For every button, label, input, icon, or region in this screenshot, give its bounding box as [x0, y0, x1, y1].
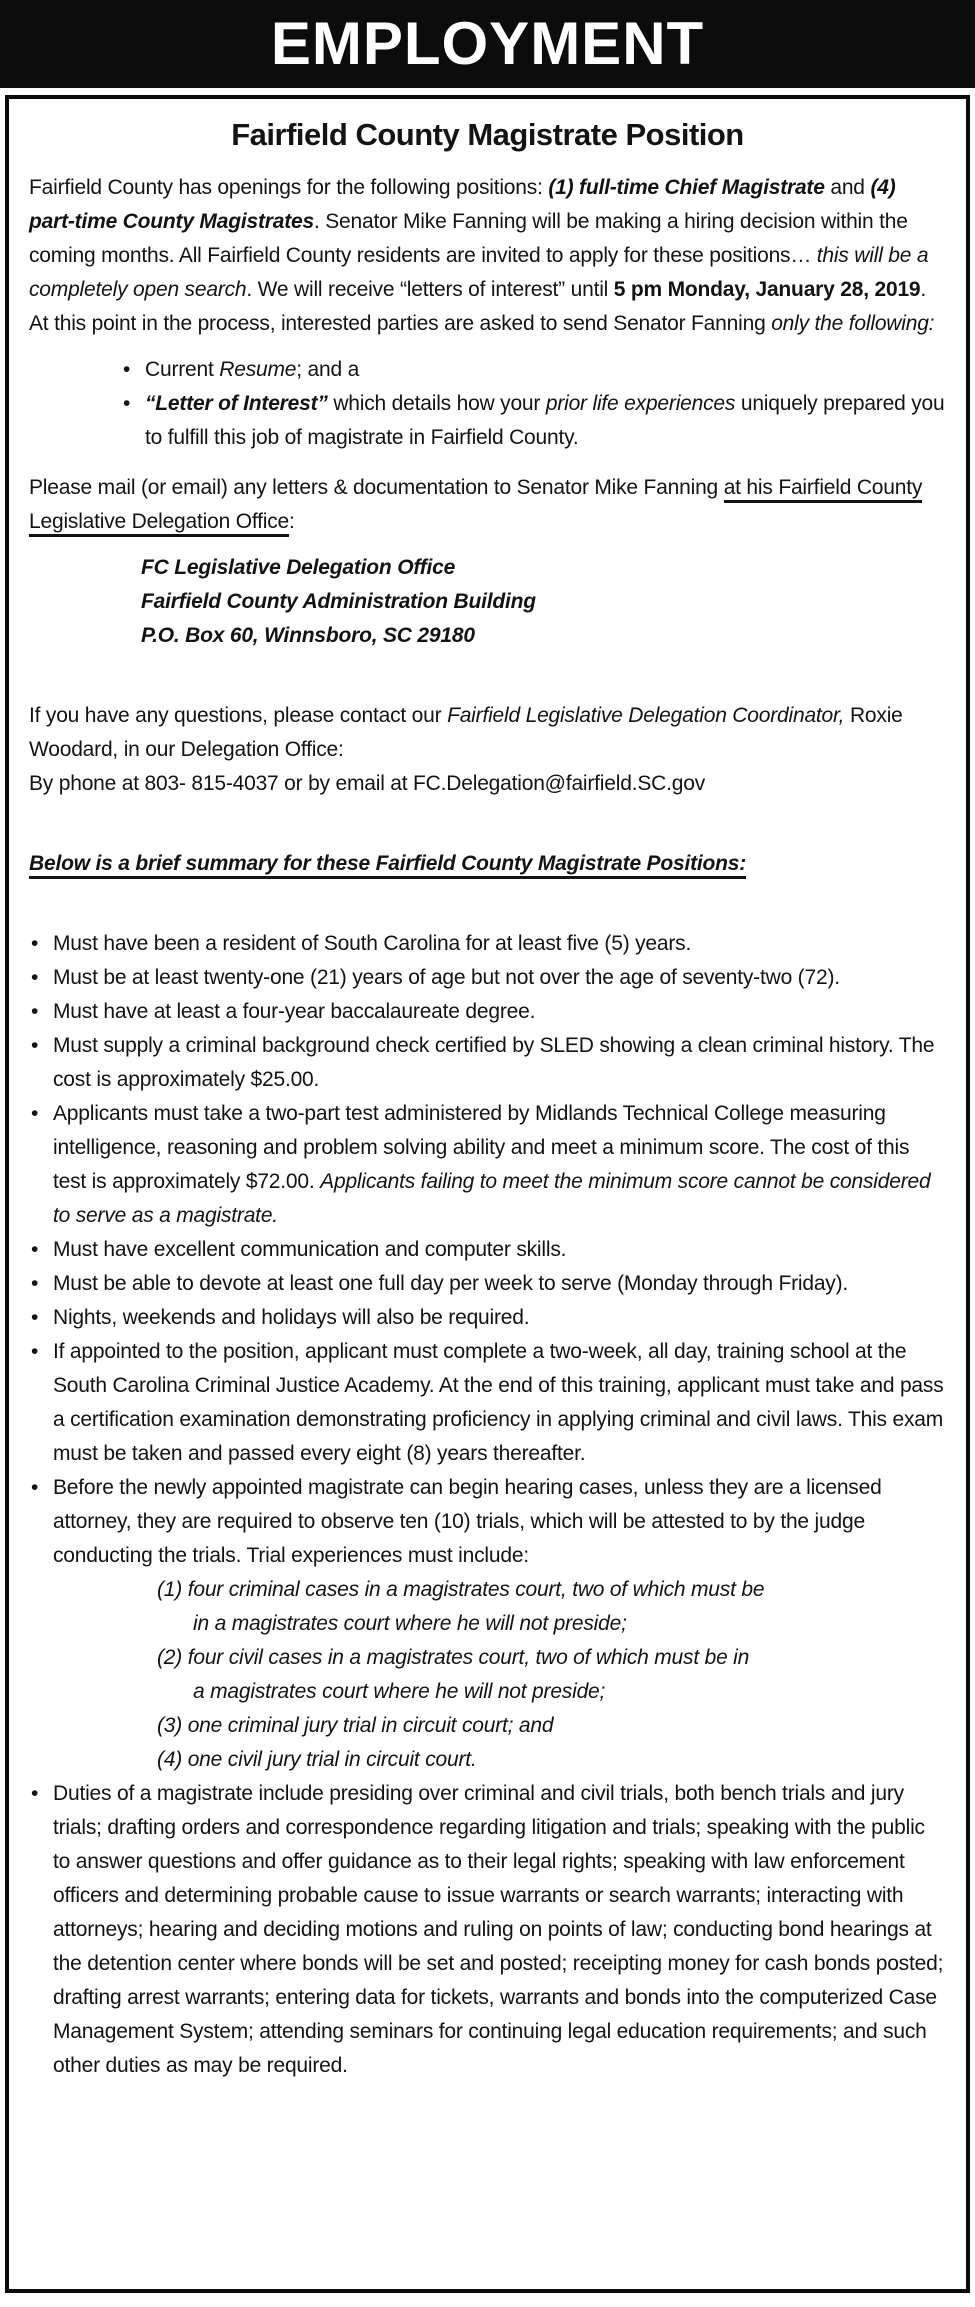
- documents-list: [121, 353, 946, 455]
- text-segment: Resume: [219, 358, 297, 381]
- text-segment: (4) part-time County Magistrates: [29, 176, 896, 233]
- text-segment: By phone at 803- 815-4037 or by email at FC.Delegation@fairfield.SC.gov: [29, 772, 706, 795]
- document-item: [121, 353, 946, 387]
- text-segment: ; and a: [296, 358, 360, 381]
- text-segment: . At this point in the process, interested parties are asked to send Senator Fanning: [29, 278, 927, 335]
- requirement-item: [29, 1777, 946, 2083]
- text-segment: Applicants must take a two-part test administered by Midlands Technical College measuring intelligence, reasoning and problem solving ability and meet a minimum score. The cost of this test is approximately $72.00.: [53, 1102, 910, 1193]
- requirement-item: [29, 1233, 946, 1267]
- text-segment: and: [824, 176, 871, 199]
- text-segment: Must be at least twenty-one (21) years of age but not over the age of seventy-two (72).: [53, 966, 840, 989]
- text-segment: If you have any questions, please contact our: [29, 704, 448, 727]
- text-segment: Applicants failing to meet the minimum score cannot be considered to serve as a magistrate.: [53, 1170, 931, 1227]
- trial-experience-item: (4) one civil jury trial in circuit court.: [157, 1748, 477, 1771]
- trial-experience-item: (3) one criminal jury trial in circuit court; and: [157, 1714, 554, 1737]
- text-segment: only the following:: [771, 312, 935, 335]
- text-segment: prior life experiences: [545, 392, 736, 415]
- text-segment: (1) full-time Chief Magistrate: [548, 176, 825, 199]
- text-segment: Below is a brief summary for these Fairfield County Magistrate Positions:: [29, 852, 746, 879]
- text-segment: Must supply a criminal background check certified by SLED showing a clean criminal history. The cost is approximately $25.00.: [53, 1034, 935, 1091]
- text-segment: Must be able to devote at least one full day per week to serve (Monday through Friday).: [53, 1272, 849, 1295]
- employment-banner: [0, 0, 975, 88]
- text-segment: 5 pm Monday, January 28, 2019: [613, 278, 921, 301]
- text-segment: Fairfield County has openings for the following positions:: [29, 176, 549, 199]
- text-segment: Roxie Woodard, in our Delegation Office:: [29, 704, 903, 761]
- address-line: FC Legislative Delegation Office: [141, 556, 456, 579]
- text-segment: Must have at least a four-year baccalaureate degree.: [53, 1000, 536, 1023]
- text-segment: which details how your: [327, 392, 546, 415]
- requirement-item: [29, 961, 946, 995]
- requirement-item: [29, 995, 946, 1029]
- text-segment: Fairfield Legislative Delegation Coordinator,: [447, 704, 845, 727]
- text-segment: uniquely prepared you to fulfill this job of magistrate in Fairfield County.: [145, 392, 945, 449]
- text-segment: at his Fairfield County Legislative Delegation Office: [29, 476, 922, 537]
- text-segment: . We will receive “letters of interest” until: [246, 278, 614, 301]
- ad-box: [5, 95, 970, 2293]
- text-segment: If appointed to the position, applicant must complete a two-week, all day, training school at the South Carolina Criminal Justice Academy. At the end of this training, applicant must take and pass a certification examination demonstrating proficiency in applying criminal and civil laws. This exam must be taken and passed every eight (8) years thereafter.: [53, 1340, 944, 1465]
- mailing-address: [141, 551, 946, 653]
- text-segment: this will be a completely open search: [29, 244, 929, 301]
- text-segment: . Senator Mike Fanning will be making a hiring decision within the coming months. All Fairfield County residents are invited to apply for these positions…: [29, 210, 908, 267]
- requirement-item: [29, 1267, 946, 1301]
- ad-body: [29, 171, 946, 2083]
- requirement-item: [29, 1335, 946, 1471]
- text-segment: Must have been a resident of South Carolina for at least five (5) years.: [53, 932, 692, 955]
- text-segment: Please mail (or email) any letters & documentation to Senator Mike Fanning: [29, 476, 724, 499]
- requirement-item: [29, 927, 946, 961]
- text-segment: Current: [145, 358, 220, 381]
- text-segment: Must have excellent communication and computer skills.: [53, 1238, 567, 1261]
- trial-experience-item: (2) four civil cases in a magistrates court, two of which must be in: [157, 1646, 750, 1669]
- trial-experience-item: a magistrates court where he will not preside;: [193, 1680, 606, 1703]
- requirement-item: [29, 1029, 946, 1097]
- trial-experiences-sublist: [53, 1573, 946, 1777]
- address-line: Fairfield County Administration Building: [141, 590, 536, 613]
- text-segment: :: [288, 510, 295, 533]
- requirement-item: [29, 1097, 946, 1233]
- trial-experience-item: in a magistrates court where he will not preside;: [193, 1612, 627, 1635]
- mailing-instructions: [29, 471, 946, 539]
- summary-heading: [29, 847, 946, 881]
- requirement-item: [29, 1471, 946, 1777]
- trial-experience-item: (1) four criminal cases in a magistrates court, two of which must be: [157, 1578, 765, 1601]
- text-segment: “Letter of Interest”: [145, 392, 328, 415]
- requirements-list: [29, 927, 946, 2083]
- text-segment: Nights, weekends and holidays will also be required.: [53, 1306, 530, 1329]
- address-line: P.O. Box 60, Winnsboro, SC 29180: [141, 624, 475, 647]
- document-item: [121, 387, 946, 455]
- questions-paragraph: [29, 699, 946, 767]
- text-segment: Before the newly appointed magistrate can begin hearing cases, unless they are a licensed attorney, they are required to observe ten (10) trials, which will be attested to by the judge conducting the trials. Trial experiences must include:: [53, 1476, 882, 1567]
- ad-title: Fairfield County Magistrate Position: [231, 117, 744, 152]
- requirement-item: [29, 1301, 946, 1335]
- text-segment: Duties of a magistrate include presiding over criminal and civil trials, both bench trials and jury trials; drafting orders and correspondence regarding litigation and trials; speaking with the public to answer questions and offer guidance as to their legal rights; speaking with law enforcement officers and determining probable cause to issue warrants or search warrants; interacting with attorneys; hearing and deciding motions and ruling on points of law; conducting bond hearings at the detention center where bonds will be set and posted; receipting money for cash bonds posted; drafting arrest warrants; entering data for tickets, warrants and bonds into the computerized Case Management System; attending seminars for continuing legal education requirements; and such other duties as may be required.: [53, 1782, 944, 2077]
- intro-paragraph: [29, 171, 946, 341]
- banner-title: EMPLOYMENT: [270, 10, 705, 77]
- contact-line: [29, 767, 946, 801]
